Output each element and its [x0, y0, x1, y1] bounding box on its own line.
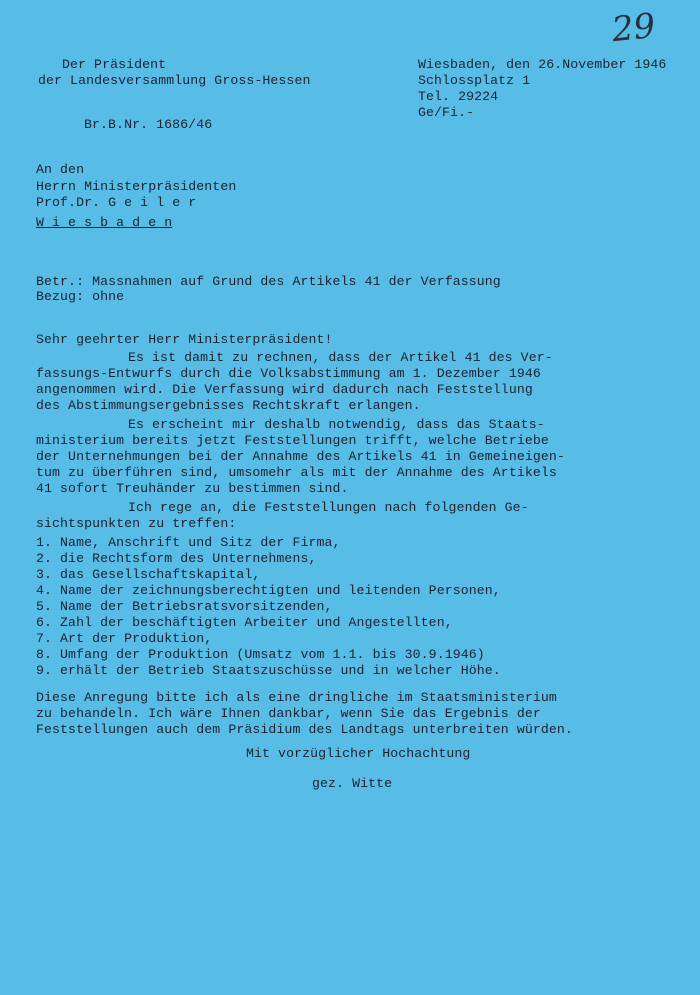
list-item: 3. das Gesellschaftskapital, — [36, 567, 261, 582]
closing: Mit vorzüglicher Hochachtung — [246, 746, 471, 761]
list-item: 7. Art der Produktion, — [36, 631, 213, 646]
recipient-line-1: An den — [36, 162, 85, 177]
paragraph-2-line: der Unternehmungen bei der Annahme des Artikels 41 in Gemeineigen- — [36, 449, 565, 464]
salutation: Sehr geehrter Herr Ministerpräsident! — [36, 332, 333, 347]
paragraph-2-line: ministerium bereits jetzt Feststellungen trifft, welche Betriebe — [36, 433, 549, 448]
recipient-name: Prof.Dr. G e i l e r — [36, 195, 197, 210]
paragraph-1-line: Es ist damit zu rechnen, dass der Artikel 41 des Ver- — [128, 350, 553, 365]
paragraph-3-line: Ich rege an, die Feststellungen nach folgenden Ge- — [128, 500, 529, 515]
page-number: 29 — [610, 5, 658, 51]
list-item: 9. erhält der Betrieb Staatszuschüsse und in welcher Höhe. — [36, 663, 501, 678]
list-item: 8. Umfang der Produktion (Umsatz vom 1.1. bis 30.9.1946) — [36, 647, 485, 662]
initials: Ge/Fi.- — [418, 105, 475, 120]
reference-line: Bezug: ohne — [36, 289, 125, 304]
list-item: 1. Name, Anschrift und Sitz der Firma, — [36, 535, 341, 550]
paragraph-4-line: Feststellungen auch dem Präsidium des Landtags unterbreiten würden. — [36, 722, 573, 737]
paragraph-4-line: zu behandeln. Ich wäre Ihnen dankbar, wenn Sie das Ergebnis der — [36, 706, 541, 721]
list-item: 5. Name der Betriebsratsvorsitzenden, — [36, 599, 333, 614]
signature: gez. Witte — [312, 776, 393, 791]
sender-organization: der Landesversammlung Gross-Hessen — [38, 73, 311, 88]
paragraph-4-line: Diese Anregung bitte ich als eine dringliche im Staatsministerium — [36, 690, 557, 705]
list-item: 6. Zahl der beschäftigten Arbeiter und Angestellten, — [36, 615, 453, 630]
paragraph-1-line: fassungs-Entwurfs durch die Volksabstimmung am 1. Dezember 1946 — [36, 366, 541, 381]
subject-line: Betr.: Massnahmen auf Grund des Artikels 41 der Verfassung — [36, 274, 501, 289]
paragraph-3-line: sichtspunkten zu treffen: — [36, 516, 237, 531]
list-item: 2. die Rechtsform des Unternehmens, — [36, 551, 317, 566]
paragraph-2-line: Es erscheint mir deshalb notwendig, dass das Staats- — [128, 417, 545, 432]
paragraph-1-line: angenommen wird. Die Verfassung wird dadurch nach Feststellung — [36, 382, 533, 397]
paragraph-2-line: tum zu überführen sind, umsomehr als mit der Annahme des Artikels — [36, 465, 557, 480]
paragraph-1-line: des Abstimmungsergebnisses Rechtskraft erlangen. — [36, 398, 421, 413]
reference-number: Br.B.Nr. 1686/46 — [84, 117, 213, 132]
address: Schlossplatz 1 — [418, 73, 531, 88]
sender-title: Der Präsident — [62, 57, 167, 72]
telephone: Tel. 29224 — [418, 89, 499, 104]
recipient-city: W i e s b a d e n — [36, 215, 173, 230]
place-date: Wiesbaden, den 26.November 1946 — [418, 57, 667, 72]
paragraph-2-line: 41 sofort Treuhänder zu bestimmen sind. — [36, 481, 349, 496]
recipient-line-2: Herrn Ministerpräsidenten — [36, 179, 237, 194]
list-item: 4. Name der zeichnungsberechtigten und leitenden Personen, — [36, 583, 501, 598]
